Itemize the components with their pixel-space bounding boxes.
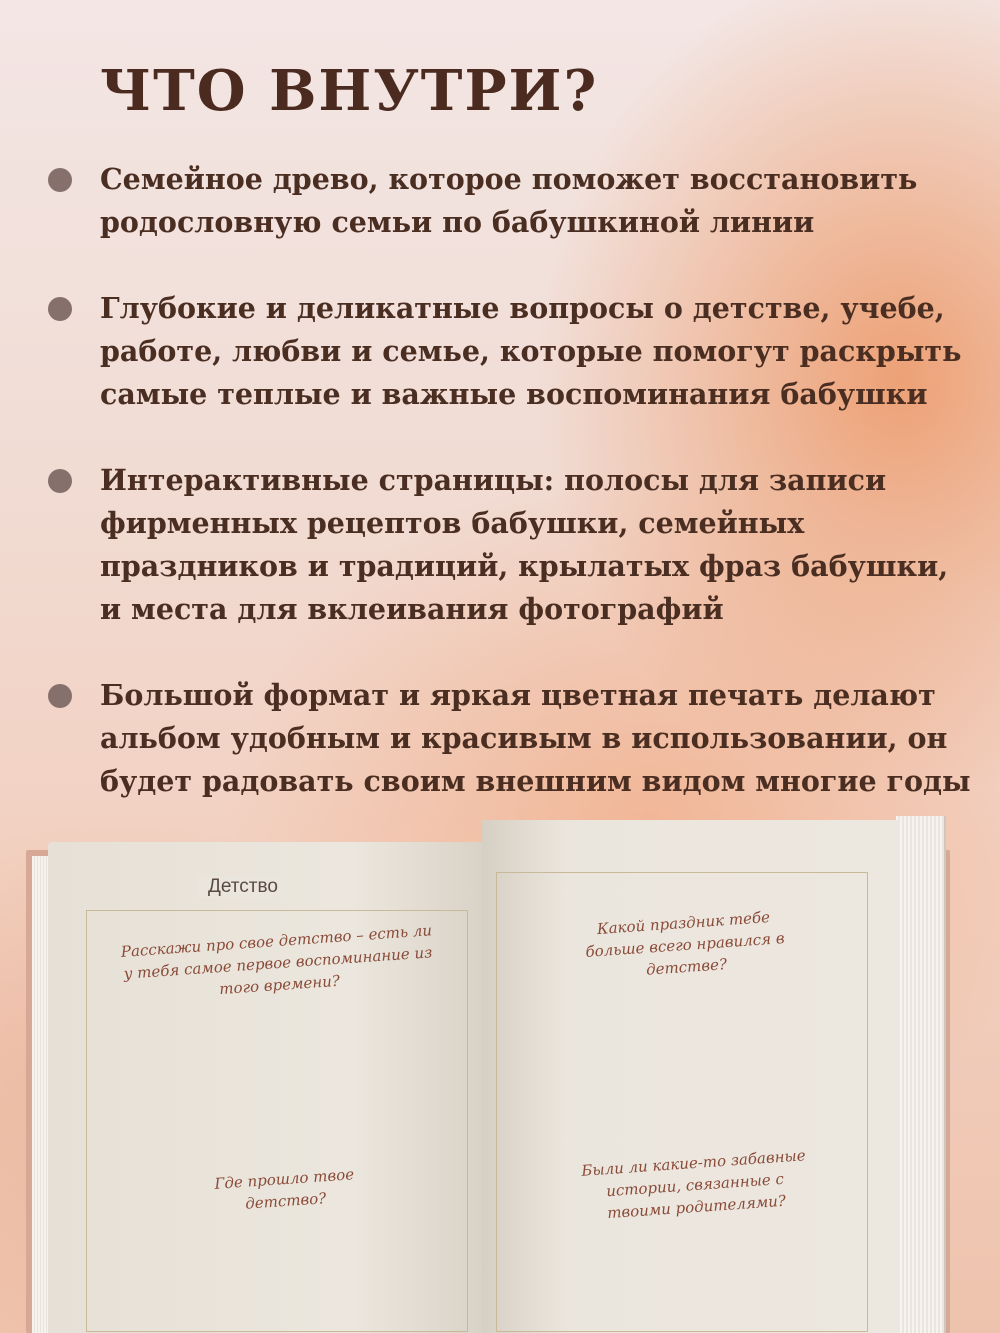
bullet-dot-icon (48, 297, 72, 321)
feature-item (48, 158, 978, 244)
feature-text: Интерактивные страницы: полосы для записи фирменных рецептов бабушки, семейных праздников и традиций, крылатых фраз бабушки, и места для вклеивания фотографий (100, 463, 949, 626)
feature-item (48, 287, 978, 416)
book-question: Расскажи про свое детство – есть ли у тебя самое первое воспоминание из того времени? (120, 921, 433, 999)
page-title: ЧТО ВНУТРИ? (100, 58, 599, 124)
feature-text: Глубокие и деликатные вопросы о детстве, учебе, работе, любви и семье, которые помогут раскрыть самые теплые и важные воспоминания бабушки (100, 291, 962, 411)
book-section-label: Детство (198, 876, 288, 898)
feature-item (48, 459, 978, 631)
book-question: Были ли какие-то забавные истории, связанные с твоими родителями? (580, 1146, 807, 1223)
book-question: Где прошло твое детство? (213, 1165, 355, 1213)
feature-text: Большой формат и яркая цветная печать делают альбом удобным и красивым в использовании, он будет радовать своим внешним видом многие годы (100, 678, 971, 798)
feature-item (48, 674, 978, 803)
feature-list (48, 158, 978, 803)
book-question: Какой праздник тебе больше всего нравился в детстве? (584, 908, 786, 979)
bullet-dot-icon (48, 168, 72, 192)
feature-text: Семейное древо, которое поможет восстановить родословную семьи по бабушкиной линии (100, 162, 918, 239)
bullet-dot-icon (48, 469, 72, 493)
book-page-edges-right (896, 816, 946, 1333)
bullet-dot-icon (48, 684, 72, 708)
